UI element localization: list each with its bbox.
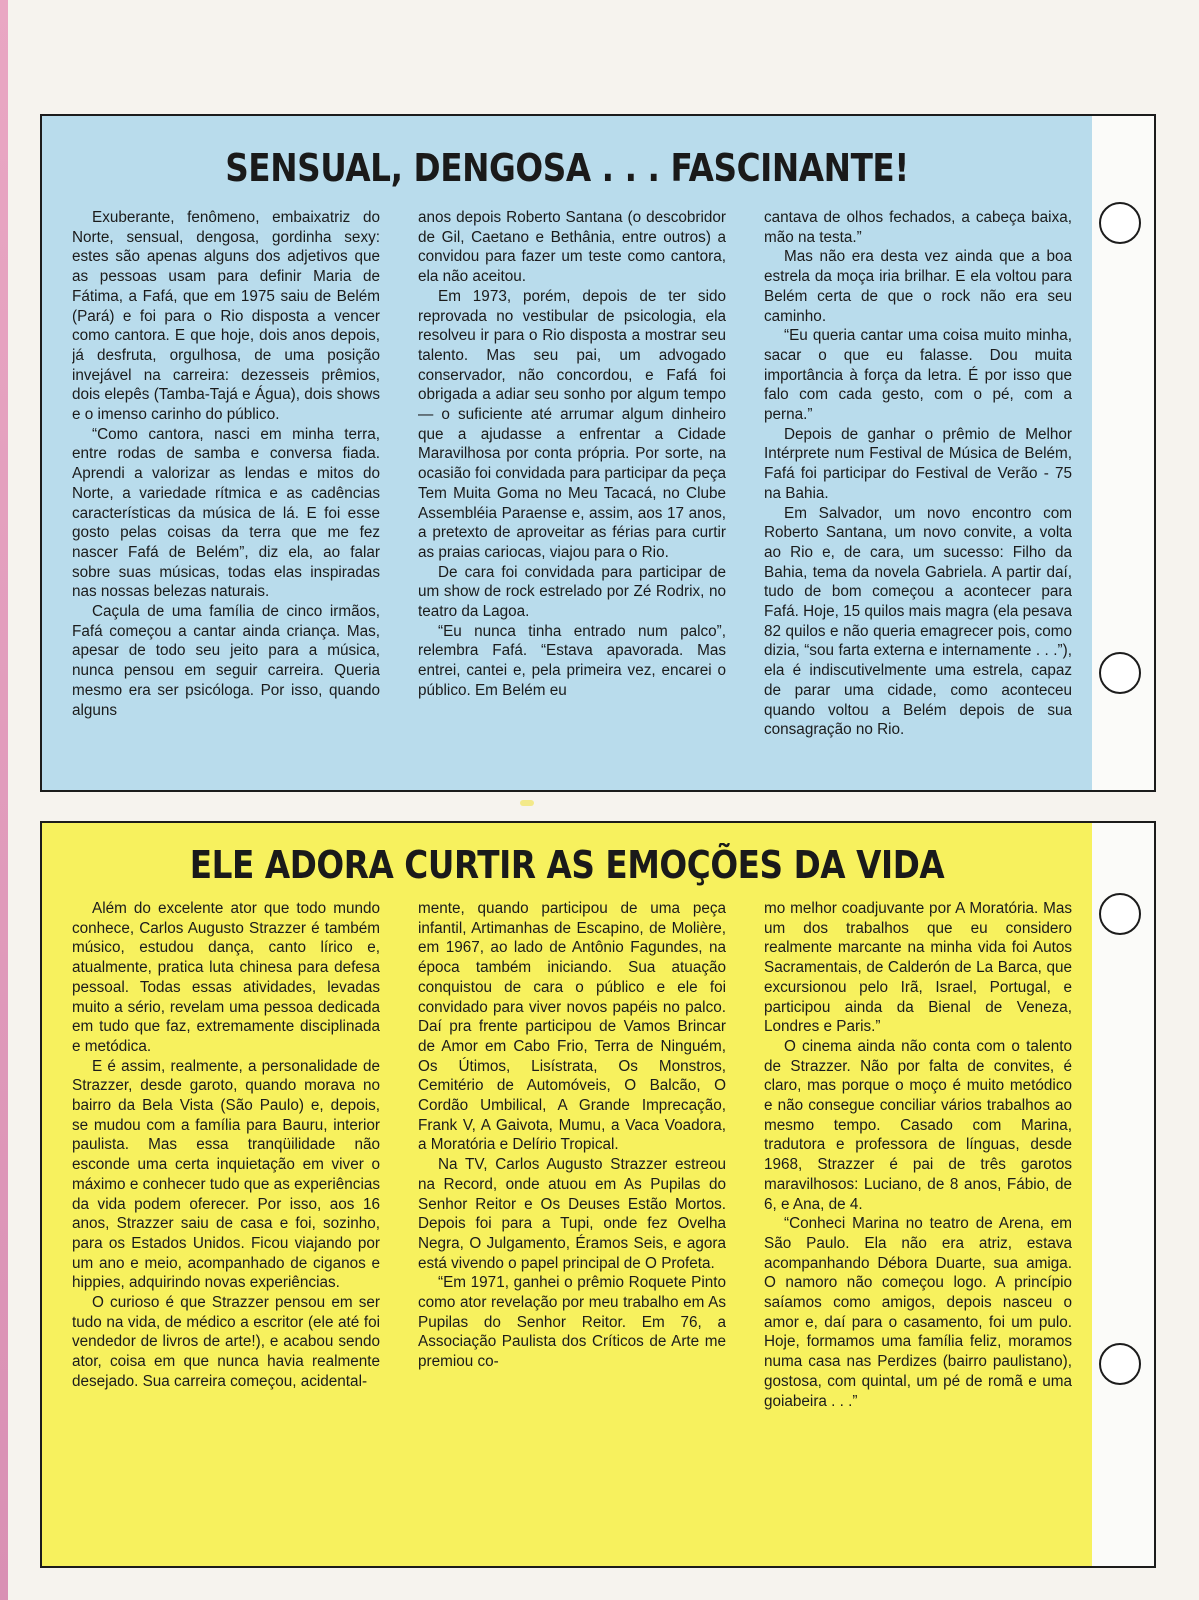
binder-margin: [1092, 116, 1154, 790]
article-columns: [72, 899, 1072, 1556]
article-body: [42, 116, 1094, 790]
paragraph: “Eu nunca tinha entrado num palco”, relembra Fafá. “Estava apavorada. Mas entrei, cantei e, pela primeira vez, encarei o público. Em Belém eu: [418, 622, 726, 699]
paragraph: Mas não era desta vez ainda que a boa estrela da moça iria brilhar. E ela voltou para Belém certa de que o rock não era seu caminho.: [764, 248, 1072, 325]
paragraph: Além do excelente ator que todo mundo conhece, Carlos Augusto Strazzer é também músico, estudou dança, canto lírico e, atualmente, pratica luta chinesa para defesa pessoal. Todas essas atividades, levadas muito a sério, revelam uma pessoa dedicada em tudo que faz, extremamente disciplinada e metódica.: [72, 900, 380, 1055]
article-card-strazzer: [40, 821, 1156, 1568]
text-column-1: [72, 899, 380, 1556]
article-title: SENSUAL, DENGOSA . . . FASCINANTE!: [225, 146, 909, 190]
text-column-2: [418, 899, 726, 1556]
text-column-2: [418, 208, 726, 784]
page-edge: [0, 0, 8, 1600]
paragraph: Exuberante, fenômeno, embaixatriz do Norte, sensual, dengosa, gordinha sexy: estes são apenas alguns dos adjetivos que as pessoas usam para definir Maria de Fátima, a Fafá, que em 1975 saiu de Belém (Pará) e foi para o Rio disposta a vencer como cantora. E que hoje, dois anos depois, já desfruta, orgulhosa, de uma posição invejável na carreira: dezesseis prêmios, dois elepês (Tamba-Tajá e Água), dois shows e o imenso carinho do público.: [72, 209, 380, 424]
text-column-3: [764, 899, 1072, 1556]
article-columns: [72, 208, 1072, 784]
binder-hole-icon: [1099, 652, 1141, 694]
binder-hole-icon: [1099, 1343, 1141, 1385]
print-speck: [520, 800, 534, 806]
paragraph: cantava de olhos fechados, a cabeça baixa, mão na testa.”: [764, 209, 1072, 246]
binder-margin: [1092, 823, 1154, 1566]
paragraph: “Em 1971, ganhei o prêmio Roquete Pinto como ator revelação por meu trabalho em As Pupilas do Senhor Reitor. Em 76, a Associação Paulista dos Críticos de Arte me premiou co-: [418, 1274, 726, 1371]
article-card-fafa: [40, 114, 1156, 792]
paragraph: Depois de ganhar o prêmio de Melhor Intérprete num Festival de Música de Belém, Fafá foi participar do Festival de Verão - 75 na Bahia.: [764, 425, 1072, 502]
article-title: ELE ADORA CURTIR AS EMOÇÕES DA VIDA: [189, 843, 945, 887]
text-column-1: [72, 208, 380, 784]
binder-hole-icon: [1099, 202, 1141, 244]
paragraph: “Como cantora, nasci em minha terra, entre rodas de samba e conversa fiada. Aprendi a valorizar as lendas e mitos do Norte, a variedade rítmica e as cadências características da música de lá. E foi esse gosto pelas coisas da terra que me fez nascer Fafá de Belém”, diz ela, ao falar sobre suas músicas, todas elas inspiradas nas nossas belezas naturais.: [72, 425, 380, 601]
binder-hole-icon: [1099, 893, 1141, 935]
paragraph: Em 1973, porém, depois de ter sido reprovada no vestibular de psicologia, ela resolveu ir para o Rio disposta a mostrar seu talento. Mas seu pai, um advogado conservador, não concordou, e Fafá foi obrigada a adiar seu sonho por algum tempo — o suficiente até arrumar algum dinheiro que a ajudasse a enfrentar a Cidade Maravilhosa por conta própria. Por sorte, na ocasião foi convidada para participar da peça Tem Muita Goma no Meu Tacacá, no Clube Assembléia Paraense e, assim, aos 17 anos, a pretexto de aproveitar as férias para curtir as praias cariocas, viajou para o Rio.: [418, 287, 726, 561]
paragraph: mente, quando participou de uma peça infantil, Artimanhas de Escapino, de Molière, em 1967, ao lado de Antônio Fagundes, na época também iniciando. Sua atuação conquistou de cara o público e ele foi convidado para viver novos papéis no palco. Daí pra frente participou de Vamos Brincar de Amor em Cabo Frio, Terra de Ninguém, Os Útimos, Lisístrata, Os Monstros, Cemitério de Automóveis, O Balcão, O Cordão Umbilical, A Grande Imprecação, Frank V, A Gaivota, Mumu, a Vaca Voadora, a Moratória e Delírio Tropical.: [418, 900, 726, 1154]
paragraph: Caçula de uma família de cinco irmãos, Fafá começou a cantar ainda criança. Mas, apesar de todo seu jeito para a música, nunca pensou em seguir carreira. Queria mesmo era ser psicóloga. Por isso, quando alguns: [72, 603, 380, 719]
paragraph: De cara foi convidada para participar de um show de rock estrelado por Zé Rodrix, no teatro da Lagoa.: [418, 563, 726, 621]
paragraph: Em Salvador, um novo encontro com Roberto Santana, um novo convite, a volta ao Rio e, de cara, um sucesso: Filho da Bahia, tema da novela Gabriela. A partir daí, tudo de bom começou a acontecer para Fafá. Hoje, 15 quilos mais magra (ela pesava 82 quilos e não queria emagrecer pois, como dizia, “sou farta externa e internamente . . .”), ela é indiscutivelmente uma estrela, capaz de parar uma cidade, como aconteceu quando voltou a Belém depois de sua consagração no Rio.: [764, 504, 1072, 739]
paragraph: E é assim, realmente, a personalidade de Strazzer, desde garoto, quando morava no bairro da Bela Vista (São Paulo) e, depois, se mudou com a família para Bauru, interior paulista. Mas essa tranqüilidade não esconde uma certa inquietação em viver o máximo e conhecer tudo que as experiências da vida podem oferecer. Por isso, aos 16 anos, Strazzer saiu de casa e foi, sozinho, para os Estados Unidos. Ficou viajando por um ano e meio, acompanhado de ciganos e hippies, adquirindo novas experiências.: [72, 1057, 380, 1292]
paragraph: mo melhor coadjuvante por A Moratória. Mas um dos trabalhos que eu considero realmente marcante na minha vida foi Autos Sacramentais, de Calderón de La Barca, que excursionou pelo Irã, Israel, Portugal, e participou ainda da Bienal de Veneza, Londres e Paris.”: [764, 900, 1072, 1036]
paragraph: O cinema ainda não conta com o talento de Strazzer. Não por falta de convites, é claro, mas porque o moço é muito metódico e não consegue conciliar vários trabalhos ao mesmo tempo. Casado com Marina, tradutora e professora de línguas, desde 1968, Strazzer é pai de três garotos maravilhosos: Luciano, de 8 anos, Fábio, de 6, e Ana, de 4.: [764, 1037, 1072, 1213]
paragraph: “Eu queria cantar uma coisa muito minha, sacar o que eu falasse. Dou muita importância à força da letra. É por isso que falo com cada gesto, com o pé, com a perna.”: [764, 327, 1072, 424]
paragraph: anos depois Roberto Santana (o descobridor de Gil, Caetano e Bethânia, entre outros) a convidou para fazer um teste como cantora, ela não aceitou.: [418, 209, 726, 286]
article-body: [42, 823, 1094, 1566]
text-column-3: [764, 208, 1072, 784]
paragraph: Na TV, Carlos Augusto Strazzer estreou na Record, onde atuou em As Pupilas do Senhor Reitor e Os Deuses Estão Mortos. Depois foi para a Tupi, onde fez Ovelha Negra, O Julgamento, Éramos Seis, e agora está vivendo o papel principal de O Profeta.: [418, 1156, 726, 1272]
paragraph: O curioso é que Strazzer pensou em ser tudo na vida, de médico a escritor (ele até foi vendedor de livros de arte!), e acabou sendo ator, coisa em que nunca havia realmente desejado. Sua carreira começou, acidental-: [72, 1294, 380, 1390]
paragraph: “Conheci Marina no teatro de Arena, em São Paulo. Ela não era atriz, estava acompanhando Débora Duarte, sua amiga. O namoro não começou logo. A princípio saíamos como amigos, depois nasceu o amor e, daí para o casamento, foi um pulo. Hoje, formamos uma família feliz, moramos numa casa nas Perdizes (bairro paulistano), gostosa, com quintal, um pé de romã e uma goiabeira . . .”: [764, 1215, 1072, 1410]
